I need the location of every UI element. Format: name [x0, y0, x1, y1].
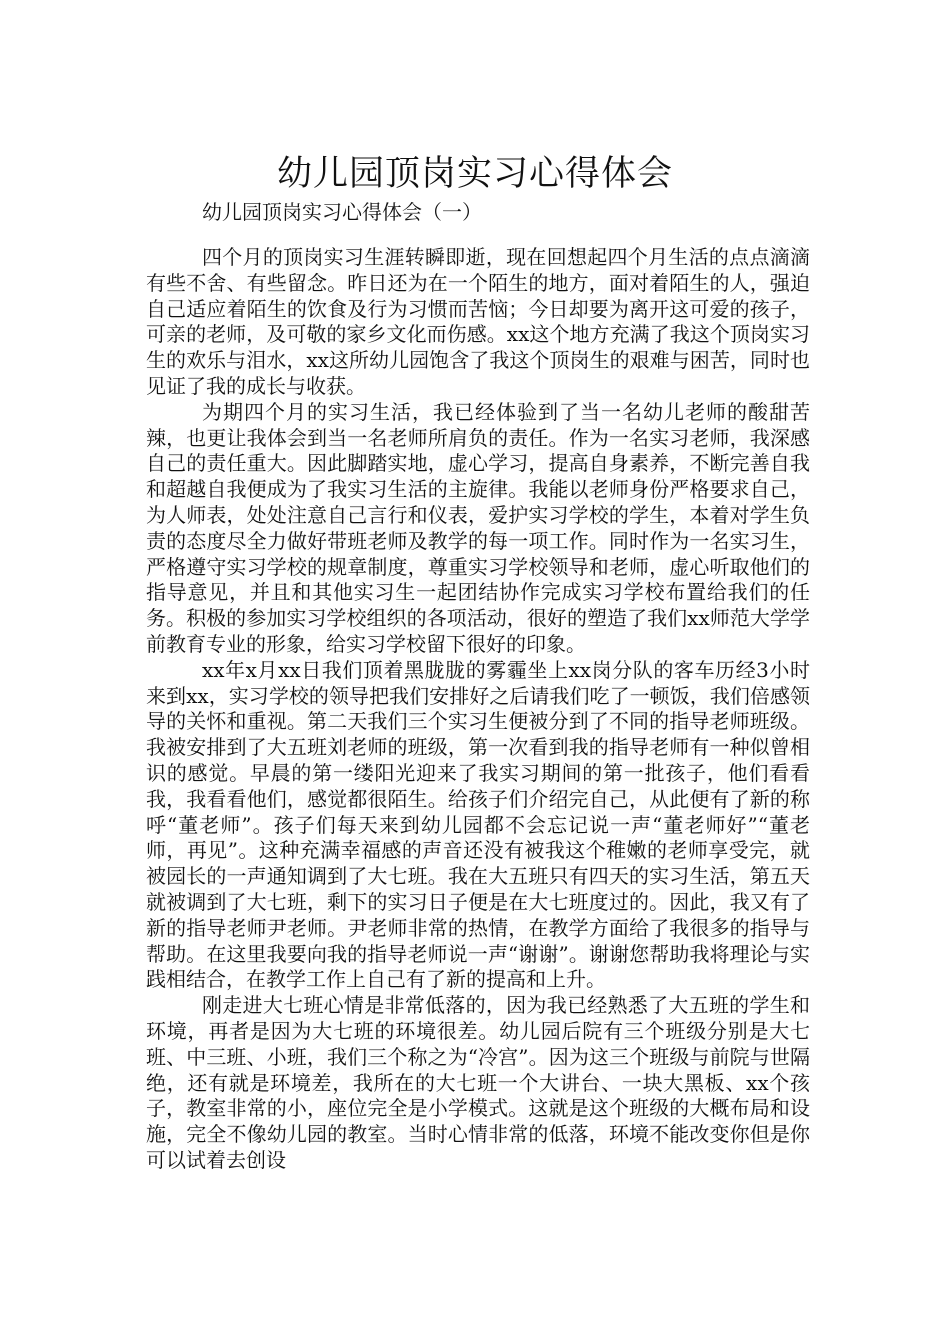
paragraph: 为期四个月的实习生活，我已经体验到了当一名幼儿老师的酸甜苦辣，也更让我体会到当一名老师所肩负的责任。作为一名实习老师，我深感自己的责任重大。因此脚踏实地，虚心学习，提高自身素养，不断完善自我和超越自我便成为了我实习生活的主旋律。我能以老师身份严格要求自己，为人师表，处处注意自己言行和仪表，爱护实习学校的学生，本着对学生负责的态度尽全力做好带班老师及教学的每一项工作。同时作为一名实习生，严格遵守实习学校的规章制度，尊重实习学校领导和老师，虚心听取他们的指导意见，并且和其他实习生一起团结协作完成实习学校布置给我们的任务。积极的参加实习学校组织的各项活动，很好的塑造了我们xx师范大学学前教育专业的形象，给实习学校留下很好的印象。	[146, 399, 810, 656]
page-title: 幼儿园顶岗实习心得体会	[276, 154, 673, 195]
paragraph: 刚走进大七班心情是非常低落的，因为我已经熟悉了大五班的学生和环境，再者是因为大七班的环境很差。幼儿园后院有三个班级分别是大七班、中三班、小班，我们三个称之为“冷宫”。因为这三个班级与前院与世隔绝，还有就是环境差，我所在的大七班一个大讲台、一块大黑板、xx个孩子，教室非常的小，座位完全是小学模式。这就是这个班级的大概布局和设施，完全不像幼儿园的教室。当时心情非常的低落，环境不能改变你但是你可以试着去创设	[146, 993, 810, 1172]
document-body	[146, 245, 810, 1174]
paragraph: 四个月的顶岗实习生涯转瞬即逝，现在回想起四个月生活的点点滴滴有些不舍、有些留念。昨日还为在一个陌生的地方，面对着陌生的人，强迫自己适应着陌生的饮食及行为习惯而苦恼；今日却要为离开这可爱的孩子，可亲的老师，及可敬的家乡文化而伤感。xx这个地方充满了我这个顶岗实习生的欢乐与泪水，xx这所幼儿园饱含了我这个顶岗生的艰难与困苦，同时也见证了我的成长与收获。	[146, 245, 810, 398]
section-subtitle: 幼儿园顶岗实习心得体会（一）	[202, 200, 482, 224]
paragraph: xx年x月xx日我们顶着黑胧胧的雾霾坐上xx岗分队的客车历经3小时来到xx，实习学校的领导把我们安排好之后请我们吃了一顿饭，我们倍感领导的关怀和重视。第二天我们三个实习生便被分到了不同的指导老师班级。我被安排到了大五班刘老师的班级，第一次看到我的指导老师有一种似曾相识的感觉。早晨的第一缕阳光迎来了我实习期间的第一批孩子，他们看看我，我看看他们，感觉都很陌生。给孩子们介绍完自己，从此便有了新的称呼“董老师”。孩子们每天来到幼儿园都不会忘记说一声“董老师好”“董老师，再见”。这种充满幸福感的声音还没有被我这个稚嫩的老师享受完，就被园长的一声通知调到了大七班。我在大五班只有四天的实习生活，第五天就被调到了大七班，剩下的实习日子便是在大七班度过的。因此，我又有了新的指导老师尹老师。尹老师非常的热情，在教学方面给了我很多的指导与帮助。在这里我要向我的指导老师说一声“谢谢”。谢谢您帮助我将理论与实践相结合，在教学工作上自己有了新的提高和上升。	[146, 657, 810, 992]
